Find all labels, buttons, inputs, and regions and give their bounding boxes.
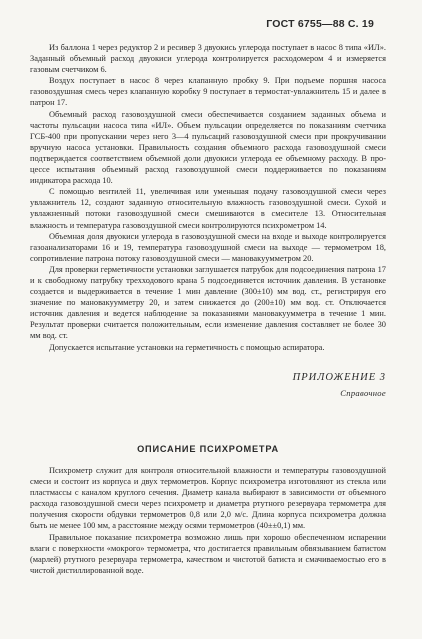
paragraph: Из баллона 1 через редуктор 2 и ресивер 3 двуокись углерода поступает в насос 8 типа «ИЛ». Заданный объемный расход двуокиси углерода контролируется расходомером 4 и измеряется газовым счетчиком 6. — [30, 43, 386, 75]
section-title: ОПИСАНИЕ ПСИХРОМЕТРА — [137, 444, 279, 454]
paragraph: Допускается испытание установки на герметичность с помощью аспиратора. — [49, 342, 325, 352]
appendix-label — [30, 372, 386, 398]
paragraph: Правильное показание психрометра возможно лишь при хорошо обеспеченном испарении влаги с поверхности «мокрого» термометра, что достигается правильным обвязыванием батистом (марлей) ртутного резервуара термометра, качеством и чистотой батиста и смачиваемостью его в чистой дистиллированной воде. — [30, 532, 386, 575]
appendix-title: ПРИЛОЖЕНИЕ 3 — [292, 372, 386, 383]
paragraph: С помощью вентилей 11, увеличивая или уменьшая подачу газовоздушной смеси через увлажнитель 12, создают заданную относительную влажность газовоздушной смеси. Сухой и увлажненный потоки газовоздушной смеси смешиваются в смесителе 13. Относительная влажность и температура газовоздушной смеси контролируются психрометром 14. — [30, 187, 386, 230]
paragraph: Объемная доля двуокиси углерода в газовоздушной смеси на входе и выходе контролируется газоанализаторами 16 и 19, температура газовоздушной смеси на выходе — термометром 18, сопротивление патрона потоку газовоздушной смеси — мановакуумметром 20. — [30, 231, 386, 263]
paragraph: Объемный расход газовоздушной смеси обеспечивается созданием заданных объема и частоты пульсации насоса типа «ИЛ». Объем пульсации определяется по показаниям счетчика ГСБ-400 при пропускании через него 3—4 пульсаций газовоздушной смеси при прокручивании вручную насоса установки. Правильность создания объемного расхода газовоздушной смеси подтверждается соответствием объемной доли двуокиси углерода ее объемному расходу. В процессе испытания объемный расход газовоздушной смеси поддерживается по показаниям индикатора расхода 10. — [30, 109, 386, 186]
page-header: ГОСТ 6755—88 С. 19 — [266, 18, 374, 30]
paragraph: Психрометр служит для контроля относительной влажности и температуры газовоздушной смеси и состоит из корпуса и двух термометров. Корпус психрометра изготовляют из стекла или пластмассы с каналом круглого сечения. Диаметр канала выбирают в зависимости от объемного расхода газовоздушной смеси через психрометр и диаметра ртутного резервуара термометра для получения скорости обдувки термометров 0,8 или 2,0 м/с. Длина корпуса психрометра должна быть не менее 100 мм, а расстояние между осями термометров (40±±0,1) мм. — [30, 466, 386, 531]
paragraph: Воздух поступает в насос 8 через клапанную пробку 9. При подъеме поршня насоса газовоздушная смесь через клапанную коробку 9 поступает в термостат-увлажнитель 15 и далее в патрон 17. — [30, 76, 386, 108]
appendix-subtitle: Справочное — [340, 388, 386, 398]
paragraph: Для проверки герметичности установки заглушается патрубок для подсоединения патрона 17 и к свободному патрубку трехходового крана 5 подсоединяется источник давления. В установке создается и выдерживается в течение 1 мин давление (300±10) мм вод. ст., регистрируя его значение по мановакуумметру 20, и затем снижается до (200±10) мм вод. ст. Отключается источник давления и ведется наблюдение за показаниями мановакуумметра в течение 1 мин. Результат проверки считается положительным, если изменение давления составляет не более 30 мм вод. ст. — [30, 264, 386, 341]
section-text — [30, 465, 386, 576]
main-text — [30, 42, 386, 353]
